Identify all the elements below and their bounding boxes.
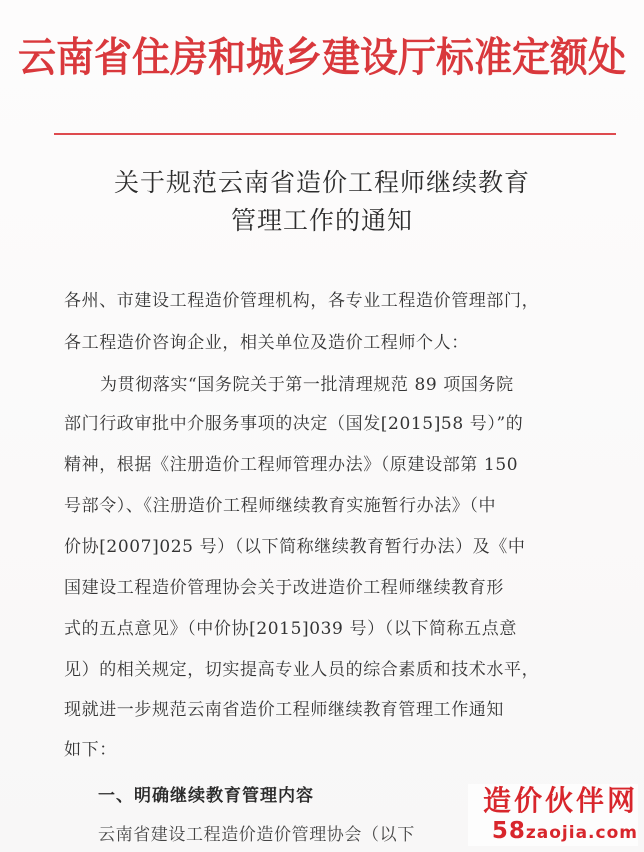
document-title-line-2: 管理工作的通知 [230,206,413,235]
body-line-12: 如下： [64,740,117,760]
body-line-9: 式的五点意见》（中价协[2015]039 号）（以下简称五点意 [64,619,517,639]
agency-header: 云南省住房和城乡建设厅标准定额处 [17,32,626,81]
body-line-2: 各工程造价咨询企业，相关单位及造价工程师个人： [64,333,469,353]
watermark-url [468,818,638,846]
section-1-heading: 一、明确继续教育管理内容 [98,786,314,806]
body-line-10: 见）的相关规定，切实提高专业人员的综合素质和技术水平， [64,660,540,680]
document-title-line-1: 关于规范云南省造价工程师继续教育 [113,168,530,197]
body-line-6: 号部令）、《注册造价工程师继续教育实施暂行办法》（中 [64,496,497,516]
body-line-1: 各州、市建设工程造价管理机构，各专业工程造价管理部门， [64,291,540,311]
watermark-url-domain: zaojia.com [525,823,638,843]
section-1-first-line: 云南省建设工程造价造价管理协会（以下 [98,825,415,845]
body-line-3: 为贯彻落实“国务院关于第一批清理规范 89 项国务院 [100,375,514,395]
site-watermark [468,784,638,846]
body-line-5: 精神，根据《注册造价工程师管理办法》（原建设部第 150 [64,455,519,475]
watermark-site-name: 造价伙伴网 [482,784,638,817]
header-red-rule [54,133,616,135]
body-line-4: 部门行政审批中介服务事项的决定（国发[2015]58 号）”的 [64,414,524,434]
body-line-8: 国建设工程造价管理协会关于改进造价工程师继续教育形 [64,578,504,598]
body-line-11: 现就进一步规范云南省造价工程师继续教育管理工作通知 [64,700,504,720]
body-line-7: 价协[2007]025 号）（以下简称继续教育暂行办法）及《中 [64,537,526,557]
watermark-url-number: 58 [491,818,526,844]
